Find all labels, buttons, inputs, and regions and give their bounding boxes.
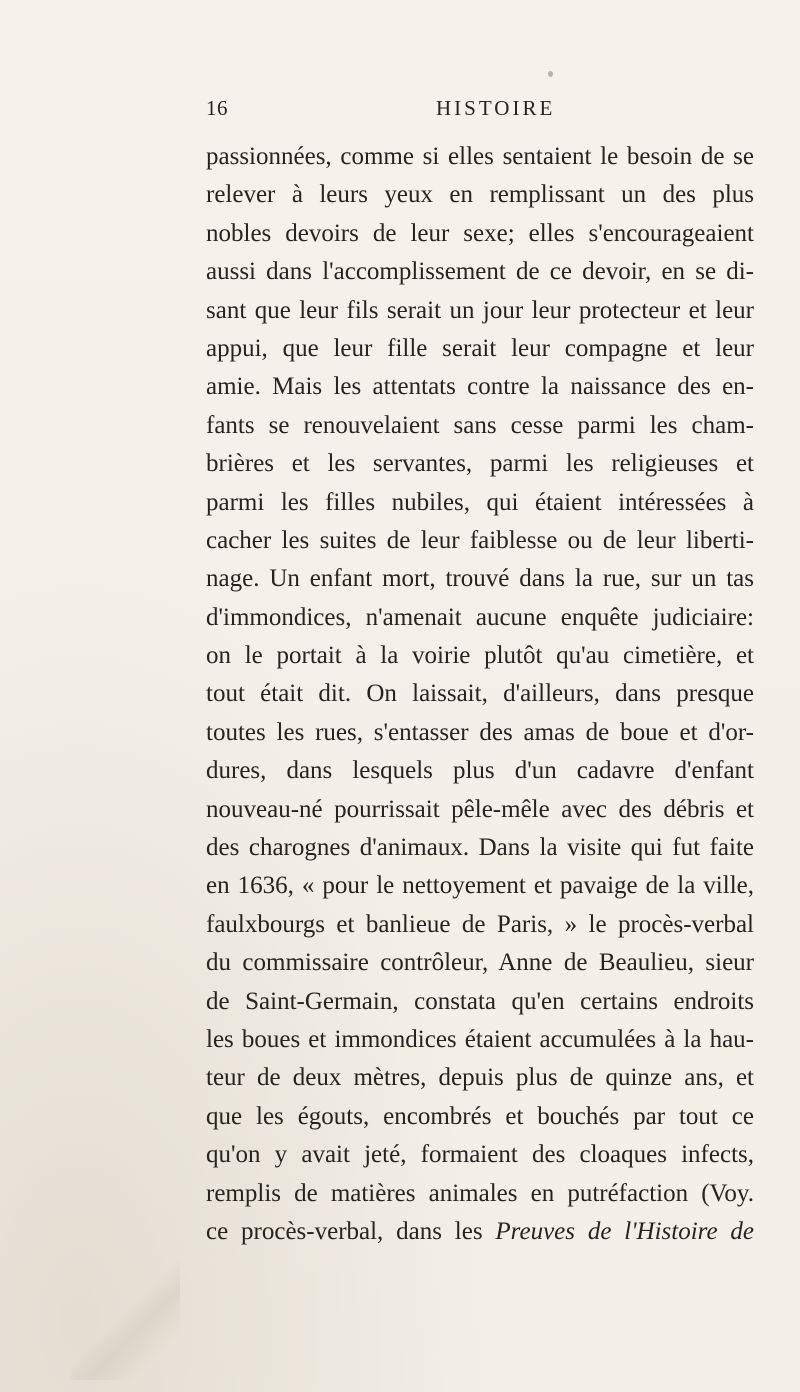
text-line: nouveau-né pourrissait pêle-mêle avec des débris et <box>206 795 754 823</box>
text-line: d'immondices, n'amenait aucune enquête judiciaire: <box>206 603 754 631</box>
text-line: faulxbourgs et banlieue de Paris, » le procès-verbal <box>206 910 754 938</box>
text-line: aussi dans l'accomplissement de ce devoir, en se di- <box>206 258 754 286</box>
text-line: remplis de matières animales en putréfaction (Voy. <box>206 1179 754 1207</box>
body-text <box>206 138 754 1251</box>
text-line: tout était dit. On laissait, d'ailleurs, dans presque <box>206 680 754 708</box>
text-line: dures, dans lesquels plus d'un cadavre d'enfant <box>206 757 754 785</box>
page-header <box>206 96 750 126</box>
text-line-last <box>206 1213 754 1251</box>
text-line: les boues et immondices étaient accumulées à la hau- <box>206 1025 754 1053</box>
text-line: que les égouts, encombrés et bouchés par tout ce <box>206 1102 754 1130</box>
text-line: brières et les servantes, parmi les religieuses et <box>206 450 754 478</box>
page-fold-shadow <box>70 1260 180 1380</box>
text-line: qu'on y avait jeté, formaient des cloaques infects, <box>206 1141 754 1169</box>
text-line: sant que leur fils serait un jour leur protecteur et leur <box>206 296 754 324</box>
text-line: amie. Mais les attentats contre la naissance des en- <box>206 373 754 401</box>
text-line: en 1636, « pour le nettoyement et pavaige de la ville, <box>206 872 754 900</box>
text-line: on le portait à la voirie plutôt qu'au cimetière, et <box>206 642 754 670</box>
text-line: de Saint-Germain, constata qu'en certains endroits <box>206 987 754 1015</box>
last-line-start: ce procès-verbal, dans les <box>206 1217 496 1245</box>
text-line: cacher les suites de leur faiblesse ou de leur liberti- <box>206 526 754 554</box>
text-line: nobles devoirs de leur sexe; elles s'encourageaient <box>206 219 754 247</box>
text-line: des charognes d'animaux. Dans la visite qui fut faite <box>206 834 754 862</box>
text-line: fants se renouvelaient sans cesse parmi les cham- <box>206 411 754 439</box>
text-line: teur de deux mètres, depuis plus de quinze ans, et <box>206 1064 754 1092</box>
text-line: du commissaire contrôleur, Anne de Beaulieu, sieur <box>206 949 754 977</box>
text-line: appui, que leur fille serait leur compagne et leur <box>206 334 754 362</box>
text-line: passionnées, comme si elles sentaient le besoin de se <box>206 143 754 170</box>
paper-speck <box>548 71 553 77</box>
running-title: HISTOIRE <box>436 96 556 120</box>
italic-title: Preuves de l'Histoire de <box>495 1217 754 1245</box>
text-line: parmi les filles nubiles, qui étaient intéressées à <box>206 488 754 516</box>
text-line: relever à leurs yeux en remplissant un des plus <box>206 181 754 209</box>
text-line: nage. Un enfant mort, trouvé dans la rue, sur un tas <box>206 565 754 593</box>
page-number: 16 <box>206 96 228 120</box>
text-line: toutes les rues, s'entasser des amas de boue et d'or- <box>206 718 754 746</box>
